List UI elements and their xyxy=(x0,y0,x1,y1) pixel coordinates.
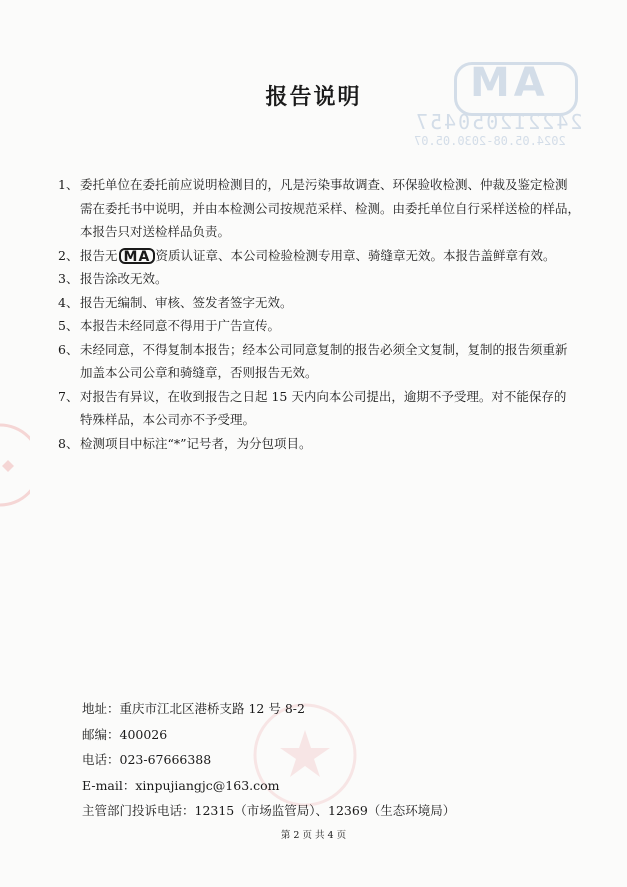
list-item xyxy=(58,173,581,244)
cma-validity-date: 2024.05.08-2030.05.07 xyxy=(414,134,566,148)
item-number: 6、 xyxy=(58,341,79,357)
postcode-line: 邮编：400026 xyxy=(82,726,168,742)
item-number: 4、 xyxy=(58,294,79,310)
item-text xyxy=(80,291,578,315)
phone-line: 电话：023-67666388 xyxy=(82,752,212,767)
item-text xyxy=(80,244,578,268)
item-number: 8、 xyxy=(58,435,79,451)
cma-certificate-number: 242212050457 xyxy=(414,110,583,134)
seam-seal-fragment xyxy=(0,420,30,510)
item-text xyxy=(80,432,578,456)
cma-mark-text: MA xyxy=(123,249,151,265)
item-line: 特殊样品，本公司亦不予受理。 xyxy=(80,412,256,427)
item-text-before: 报告无 xyxy=(80,247,118,263)
item-text xyxy=(80,338,578,385)
item-number: 7、 xyxy=(58,388,79,404)
item-text xyxy=(80,314,578,338)
item-line: 加盖本公司公章和骑缝章，否则报告无效。 xyxy=(80,365,318,380)
item-line: 报告无编制、审核、签发者签字无效。 xyxy=(80,294,293,310)
item-line: 对报告有异议，在收到报告之日起 15 天内向本公司提出，逾期不予受理。对不能保存的 xyxy=(80,388,567,404)
list-item xyxy=(58,314,578,338)
item-line: 需在委托书中说明，并由本检测公司按规范采样、检测。由委托单位自行采样送检的样品， xyxy=(80,200,581,216)
item-line xyxy=(80,244,578,268)
cma-logo-text: MA xyxy=(470,60,549,106)
item-line: 本报告只对送检样品负责。 xyxy=(80,224,231,239)
list-item xyxy=(58,432,578,456)
list-item xyxy=(58,267,578,291)
complaint-phone-line: 主管部门投诉电话：12315（市场监管局）、12369（生态环境局） xyxy=(82,803,456,818)
cma-mark-icon xyxy=(119,248,155,264)
page-title: 报告说明 xyxy=(265,85,362,110)
email-line: E-mail：xinpujiangjc@163.com xyxy=(82,777,280,793)
item-number: 1、 xyxy=(58,177,79,192)
item-text xyxy=(80,385,578,432)
item-text xyxy=(80,173,580,244)
page-number: 第 2 页 共 4 页 xyxy=(280,830,347,841)
item-line: 未经同意，不得复制本报告；经本公司同意复制的报告必须全文复制，复制的报告须重新 xyxy=(80,341,568,357)
item-number: 5、 xyxy=(58,318,79,333)
notes-list xyxy=(58,173,581,455)
address-line: 地址：重庆市江北区港桥支路 12 号 8-2 xyxy=(82,701,305,716)
item-line: 检测项目中标注“*”记号者，为分包项目。 xyxy=(80,435,312,451)
item-number: 2、 xyxy=(58,247,79,263)
item-text-after: 资质认证章、本公司检验检测专用章、骑缝章无效。本报告盖鲜章有效。 xyxy=(155,247,556,263)
list-item xyxy=(58,291,578,315)
item-number: 3、 xyxy=(58,271,79,286)
item-text xyxy=(80,267,578,291)
contact-info xyxy=(82,696,455,824)
list-item xyxy=(58,385,578,432)
item-line: 委托单位在委托前应说明检测目的，凡是污染事故调查、环保验收检测、仲裁及鉴定检测 xyxy=(80,177,568,192)
list-item xyxy=(58,244,578,268)
list-item xyxy=(58,338,578,385)
item-line: 报告涂改无效。 xyxy=(80,271,168,286)
item-line: 本报告未经同意不得用于广告宣传。 xyxy=(80,318,281,333)
